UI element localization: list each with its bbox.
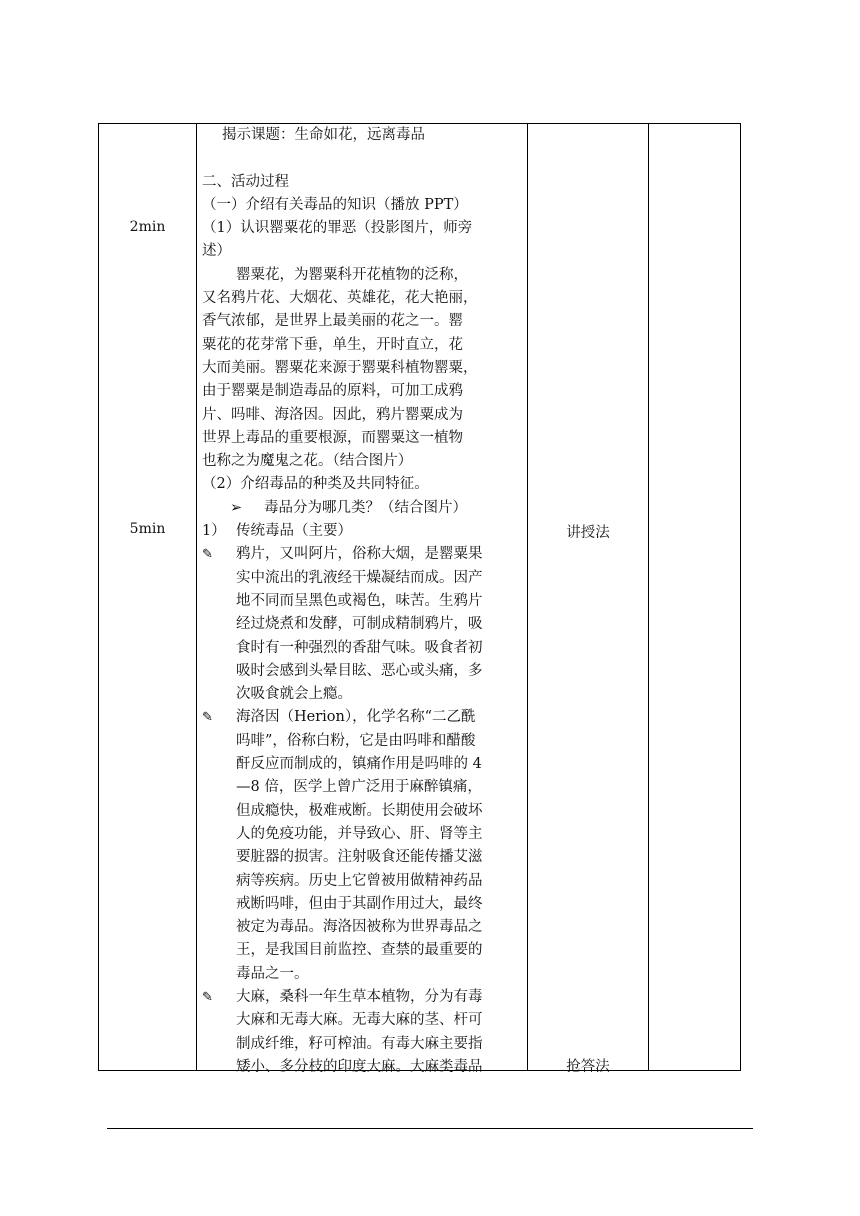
line-text: 大麻和无毒大麻。无毒大麻的茎、杆可 (236, 1012, 483, 1029)
content-line (202, 543, 628, 566)
line-text: 吸时会感到头晕目眩、恶心或头痛，多 (236, 662, 483, 679)
content-line (202, 590, 628, 613)
content-line (202, 217, 628, 240)
content-line (202, 473, 628, 496)
line-text: 也称之为魔鬼之花。（结合图片） (202, 453, 413, 470)
teaching-method: 抢答法 (566, 1059, 610, 1075)
line-text: 粟花的花芽常下垂，单生，开时直立，花 (202, 336, 463, 353)
pencil-bullet-icon: ✎ (202, 710, 213, 726)
line-text: 鸦片，又叫阿片，俗称大烟，是罂粟果 (236, 546, 483, 563)
line-text: 地不同而呈黑色或褐色，味苦。生鸦片 (236, 592, 483, 609)
arrow-bullet-icon: ➢ (230, 499, 243, 516)
line-text: 制成纤维，籽可榨油。有毒大麻主要指 (236, 1035, 483, 1052)
line-text: 香气浓郁，是世界上最美丽的花之一。罂 (202, 313, 463, 330)
column-divider (648, 124, 649, 1070)
line-text: 大而美丽。罂粟花来源于罂粟科植物罂粟， (202, 359, 478, 376)
column-divider (196, 124, 197, 1070)
content-line (202, 730, 628, 753)
footer-rule (107, 1128, 753, 1129)
content-line (202, 357, 628, 380)
content-line (202, 147, 628, 170)
line-text: 矮小、多分枝的印度大麻。大麻类毒品 (236, 1058, 483, 1075)
line-text: 人的免疫功能，并导致心、肝、肾等主 (236, 825, 483, 842)
content-line (202, 637, 628, 660)
line-text: 但成瘾快，极难戒断。长期使用会破坏 (236, 802, 483, 819)
time-cell: 5min (129, 521, 166, 537)
content-line (202, 823, 628, 846)
line-text: 王，是我国目前监控、查禁的最重要的 (236, 942, 483, 959)
line-text: 实中流出的乳液经干燥凝结而成。因产 (236, 569, 483, 586)
line-text: 次吸食就会上瘾。 (236, 686, 352, 703)
line-text: 食时有一种强烈的香甜气味。吸食者初 (236, 639, 483, 656)
line-text: 又名鸦片花、大烟花、英雄花，花大艳丽， (202, 290, 478, 307)
content-line (202, 870, 628, 893)
content-line (202, 404, 628, 427)
content-line (202, 427, 628, 450)
line-text: 片、吗啡、海洛因。因此，鸦片罂粟成为 (202, 406, 463, 423)
line-text: 世界上毒品的重要根源，而罂粟这一植物 (202, 429, 463, 446)
content-line (202, 264, 628, 287)
line-text: 毒品分为哪几类？（结合图片） (264, 499, 467, 516)
content-line (202, 706, 628, 729)
pencil-bullet-icon: ✎ (202, 547, 213, 563)
line-text: （2）介绍毒品的种类及共同特征。 (202, 476, 429, 493)
content-line (202, 753, 628, 776)
content-line (202, 776, 628, 799)
list-number: 1） (202, 523, 226, 540)
content-line (202, 916, 628, 939)
content-line (202, 310, 628, 333)
line-text: 述） (202, 243, 231, 260)
content-line (202, 171, 628, 194)
content-line (202, 124, 628, 147)
line-text: 二、活动过程 (202, 173, 289, 190)
line-text: 要脏器的损害。注射吸食还能传播艾滋 (236, 849, 483, 866)
content-line (202, 800, 628, 823)
content-line (202, 497, 628, 520)
content-line (202, 380, 628, 403)
time-cell: 2min (129, 219, 166, 235)
content-line (202, 1009, 628, 1032)
line-text: 被定为毒品。海洛因被称为世界毒品之 (236, 919, 483, 936)
content-line (202, 334, 628, 357)
line-text: 酐反应而制成的，镇痛作用是吗啡的 4 (236, 756, 482, 773)
line-text: 揭示课题：生命如花，远离毒品 (222, 127, 425, 143)
line-text: 大麻，桑科一年生草本植物，分为有毒 (236, 988, 483, 1005)
line-text: 经过烧煮和发酵，可制成精制鸦片，吸 (236, 616, 483, 633)
content-line (202, 613, 628, 636)
line-text: 海洛因（Herion），化学名称“二乙酰 (236, 709, 476, 726)
pencil-bullet-icon: ✎ (202, 989, 213, 1005)
content-line (202, 986, 628, 1009)
line-text: （1）认识罂粟花的罪恶（投影图片，师旁 (202, 220, 473, 237)
line-text: 毒品之一。 (236, 965, 309, 982)
activity-content (202, 124, 628, 1079)
content-line (202, 567, 628, 590)
content-line (202, 240, 628, 263)
content-line (202, 1033, 628, 1056)
content-line (202, 939, 628, 962)
line-text: 由于罂粟是制造毒品的原料，可加工成鸦 (202, 383, 463, 400)
line-text: —8 倍，医学上曾广泛用于麻醉镇痛， (236, 779, 482, 796)
content-line (202, 660, 628, 683)
content-line (202, 194, 628, 217)
content-line (202, 846, 628, 869)
teaching-method: 讲授法 (566, 525, 610, 541)
line-text: （一）介绍有关毒品的知识（播放 PPT） (202, 196, 468, 213)
content-line (202, 287, 628, 310)
content-line (202, 893, 628, 916)
content-line (202, 963, 628, 986)
lesson-plan-table (98, 123, 741, 1075)
line-text: 吗啡”，俗称白粉，它是由吗啡和醋酸 (236, 732, 476, 749)
content-line (202, 450, 628, 473)
line-text: 病等疾病。历史上它曾被用做精神药品 (236, 872, 483, 889)
line-text: 戒断吗啡，但由于其副作用过大，最终 (236, 895, 483, 912)
content-line (202, 683, 628, 706)
line-text: 传统毒品（主要） (236, 523, 352, 540)
line-text: 罂粟花，为罂粟科开花植物的泛称， (236, 266, 468, 283)
